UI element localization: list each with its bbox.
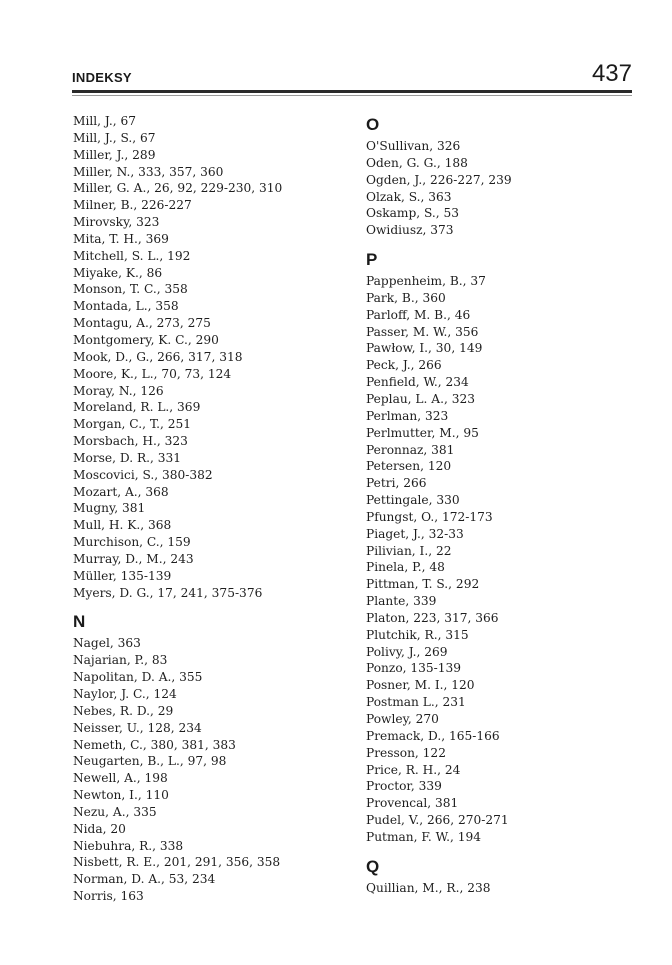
- header-rule: [72, 90, 632, 93]
- index-entry: Montgomery, K. C., 290: [73, 332, 219, 347]
- index-entry: Nemeth, C., 380, 381, 383: [73, 737, 236, 752]
- index-entry: Moscovici, S., 380-382: [73, 467, 213, 482]
- index-entry: Posner, M. I., 120: [366, 678, 475, 693]
- index-entry: Moreland, R. L., 369: [73, 400, 201, 415]
- index-entry: Müller, 135-139: [73, 568, 172, 583]
- index-entry: Mita, T. H., 369: [73, 231, 169, 246]
- index-section: [366, 250, 636, 846]
- index-entry: Monson, T. C., 358: [73, 282, 188, 297]
- index-entry: Plante, 339: [366, 594, 437, 609]
- index-entry: Putman, F. W., 194: [366, 829, 481, 844]
- index-entry: Provencal, 381: [366, 796, 459, 811]
- index-entry: Moray, N., 126: [73, 383, 164, 398]
- index-entry: Miller, J., 289: [73, 147, 156, 162]
- section-letter: Q: [366, 856, 380, 876]
- index-entry: Najarian, P., 83: [73, 653, 168, 668]
- section-letter: N: [73, 612, 86, 632]
- index-entry: Quillian, M., R., 238: [366, 880, 491, 895]
- index-entry: Parloff, M. B., 46: [366, 307, 471, 322]
- index-entry: Montada, L., 358: [73, 299, 179, 314]
- index-section: [366, 857, 636, 897]
- index-entry: Pittman, T. S., 292: [366, 577, 480, 592]
- index-entry: Penfield, W., 234: [366, 375, 469, 390]
- index-entry: Norman, D. A., 53, 234: [73, 872, 216, 887]
- index-entry: Napolitan, D. A., 355: [73, 670, 203, 685]
- index-entry: Naylor, J. C., 124: [73, 687, 177, 701]
- index-entry: Mitchell, S. L., 192: [73, 248, 191, 263]
- index-entry: Park, B., 360: [366, 290, 446, 305]
- index-entry: Newton, I., 110: [73, 788, 169, 803]
- index-entry: Powley, 270: [366, 712, 439, 726]
- index-section: [366, 115, 636, 239]
- index-entry: Neugarten, B., L., 97, 98: [73, 754, 227, 769]
- index-entry: O'Sullivan, 326: [366, 139, 461, 153]
- index-entry: Newell, A., 198: [73, 771, 168, 786]
- section-letter: O: [366, 115, 380, 134]
- index-entry: Murray, D., M., 243: [73, 551, 194, 566]
- index-entry: Peronnaz, 381: [366, 442, 455, 457]
- index-entry: Oden, G. G., 188: [366, 155, 468, 170]
- index-entry: Nagel, 363: [73, 636, 141, 651]
- index-entry: Owidiusz, 373: [366, 223, 454, 238]
- index-entry: Piaget, J., 32-33: [366, 526, 464, 541]
- index-entry: Niebuhra, R., 338: [73, 838, 184, 853]
- index-section: [73, 113, 353, 601]
- index-entry: Nebes, R. D., 29: [73, 703, 174, 718]
- index-entry: Milner, B., 226-227: [73, 198, 192, 213]
- index-entry: Ogden, J., 226-227, 239: [366, 172, 512, 187]
- index-entry: Pettingale, 330: [366, 493, 460, 508]
- index-entry: Peplau, L. A., 323: [366, 391, 475, 406]
- index-entry: Olzak, S., 363: [366, 189, 452, 204]
- index-entry: Petersen, 120: [366, 459, 452, 474]
- index-entry: Proctor, 339: [366, 779, 442, 794]
- index-column-left: [73, 113, 353, 905]
- index-entry: Polivy, J., 269: [366, 644, 448, 659]
- index-entry: Ponzo, 135-139: [366, 661, 462, 676]
- index-entry: Morsbach, H., 323: [73, 434, 188, 449]
- index-column-right: [366, 113, 636, 897]
- index-entry: Plutchik, R., 315: [366, 627, 469, 642]
- index-entry: Morse, D. R., 331: [73, 450, 182, 465]
- index-entry: Pilivian, I., 22: [366, 543, 452, 558]
- index-entry: Mirovsky, 323: [73, 215, 160, 230]
- index-entry: Norris, 163: [73, 889, 144, 904]
- index-entry: Pinela, P., 48: [366, 560, 445, 575]
- index-entry: Postman L., 231: [366, 695, 466, 710]
- index-entry: Passer, M. W., 356: [366, 324, 479, 339]
- index-entry: Nida, 20: [73, 821, 126, 836]
- index-entry: Presson, 122: [366, 745, 446, 760]
- section-title: INDEKSY: [72, 70, 132, 85]
- index-entry: Moore, K., L., 70, 73, 124: [73, 366, 232, 381]
- index-entry: Pawłow, I., 30, 149: [366, 341, 483, 356]
- index-entry: Pappenheim, B., 37: [366, 274, 486, 289]
- index-entry: Morgan, C., T., 251: [73, 417, 192, 432]
- index-entry: Perlman, 323: [366, 408, 449, 423]
- index-entry: Petri, 266: [366, 476, 427, 491]
- page-number: 437: [591, 60, 632, 87]
- index-entry: Oskamp, S., 53: [366, 206, 460, 221]
- index-entry: Mook, D., G., 266, 317, 318: [73, 349, 243, 364]
- index-entry: Mill, J., 67: [73, 114, 136, 128]
- index-entry: Mull, H. K., 368: [73, 518, 172, 533]
- index-section: [73, 612, 353, 905]
- index-entry: Nisbett, R. E., 201, 291, 356, 358: [73, 855, 281, 870]
- index-entry: Miller, N., 333, 357, 360: [73, 164, 224, 179]
- index-entry: Perlmutter, M., 95: [366, 425, 479, 440]
- index-entry: Price, R. H., 24: [366, 762, 461, 777]
- index-entry: Miller, G. A., 26, 92, 229-230, 310: [73, 181, 283, 196]
- index-entry: Miyake, K., 86: [73, 265, 163, 280]
- index-entry: Premack, D., 165-166: [366, 728, 500, 743]
- index-entry: Myers, D. G., 17, 241, 375-376: [73, 585, 263, 600]
- index-entry: Mill, J., S., 67: [73, 130, 156, 145]
- index-entry: Platon, 223, 317, 366: [366, 610, 499, 625]
- index-entry: Montagu, A., 273, 275: [73, 316, 211, 331]
- index-entry: Nezu, A., 335: [73, 804, 157, 819]
- index-entry: Murchison, C., 159: [73, 535, 191, 550]
- index-entry: Mozart, A., 368: [73, 484, 169, 499]
- index-entry: Pfungst, O., 172-173: [366, 509, 493, 524]
- section-letter: P: [366, 250, 378, 270]
- index-entry: Pudel, V., 266, 270-271: [366, 813, 509, 828]
- header-rule-thin: [72, 95, 632, 96]
- index-entry: Neisser, U., 128, 234: [73, 720, 202, 735]
- index-entry: Peck, J., 266: [366, 358, 442, 373]
- index-entry: Mugny, 381: [73, 501, 146, 516]
